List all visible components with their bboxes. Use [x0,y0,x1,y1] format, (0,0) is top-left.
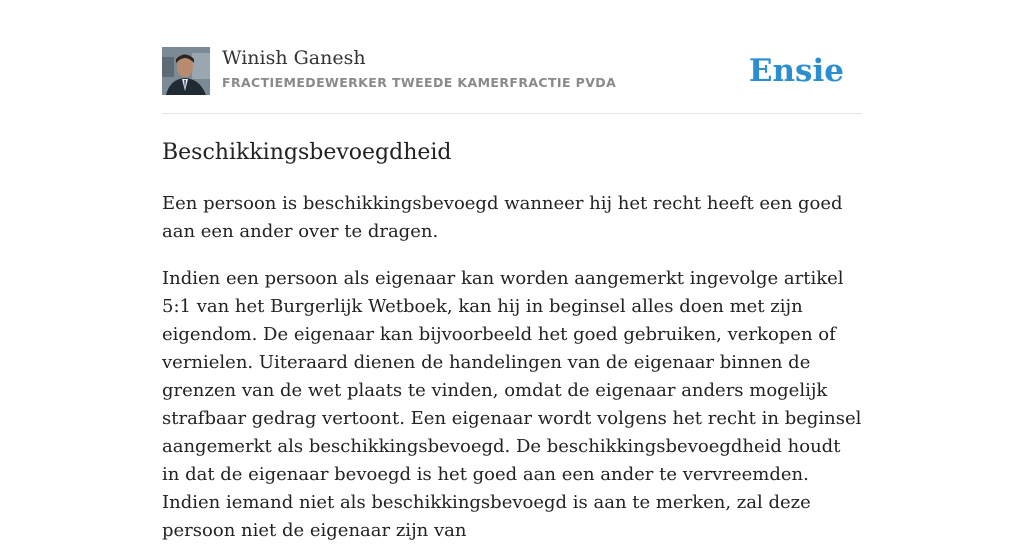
article [162,137,862,545]
author-role: FRACTIEMEDEWERKER TWEEDE KAMERFRACTIE PVDA [222,75,617,90]
article-paragraph: Een persoon is beschikkingsbevoegd wanneer hij het recht heeft een goed aan een ander over te dragen. [162,193,843,242]
brand-logo[interactable]: Ensie [748,53,844,89]
article-paragraph: Indien een persoon als eigenaar kan worden aangemerkt ingevolge artikel 5:1 van het Burgerlijk Wetboek, kan hij in beginsel alles doen met zijn eigendom. De eigenaar kan bijvoorbeeld het goed gebruiken, verkopen of vernielen. Uiteraard dienen de handelingen van de eigenaar binnen de grenzen van de wet plaats te vinden, omdat de eigenaar anders mogelijk strafbaar gedrag vertoont. Een eigenaar wordt volgens het recht in beginsel aangemerkt als beschikkingsbevoegd. De beschikkingsbevoegdheid houdt in dat de eigenaar bevoegd is het goed aan een ander te vervreemden. Indien iemand niet als beschikkingsbevoegd is aan te merken, zal deze persoon niet de eigenaar zijn van [162,268,862,541]
header-divider [162,113,862,114]
author-name[interactable]: Winish Ganesh [222,47,366,69]
avatar[interactable] [162,47,210,95]
author-header [162,46,862,96]
article-title: Beschikkingsbevoegdheid [162,140,452,165]
avatar-portrait-icon [162,47,210,95]
